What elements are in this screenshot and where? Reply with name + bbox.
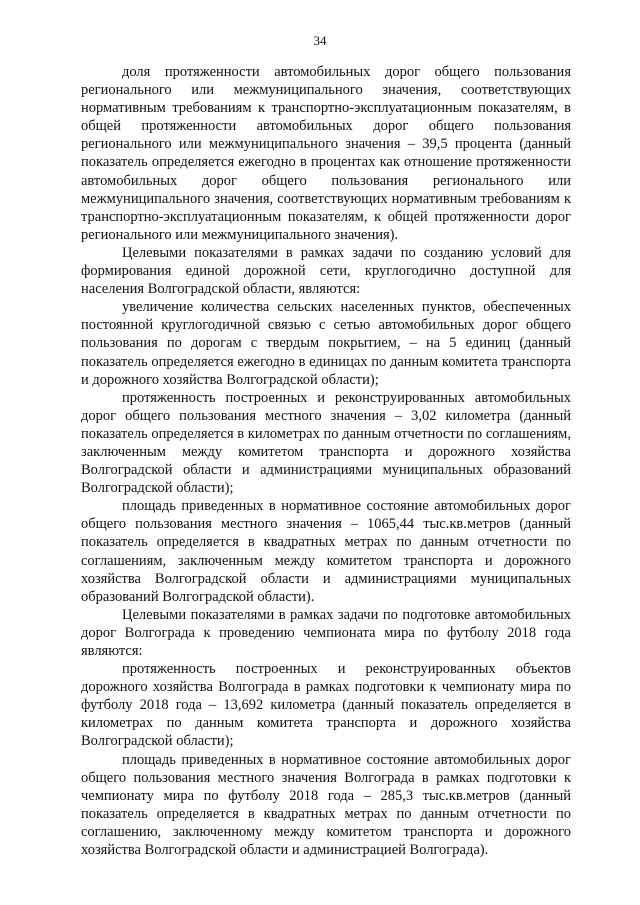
paragraph-road-area-indicator: площадь приведенных в нормативное состояние автомобильных дорог общего пользования местного значения – 1065,44 тыс.кв.метров (данный показатель определяется в квадратных метрах по данным отчетности по соглашениям, заключенным между комитетом транспорта и дорожного хозяйства Волгоградской области и администрациями муниципальных образований Волгоградской области).: [81, 498, 571, 605]
page-number: 34: [313, 33, 327, 48]
paragraph-network-targets-intro: Целевыми показателями в рамках задачи по созданию условий для формирования единой дорожной сети, круглогодично доступной для населения Волгоградской области, являются:: [81, 244, 571, 298]
paragraph-rural-settlements-indicator: увеличение количества сельских населенных пунктов, обеспеченных постоянной круглогодичной связью с сетью автомобильных дорог общего пользования по дорогам с твердым покрытием, – на 5 единиц (данный показатель определяется ежегодно в единицах по данным комитета транспорта и дорожного хозяйства Волгоградской области);: [81, 299, 571, 388]
paragraph-road-share-indicator: доля протяженности автомобильных дорог общего пользования регионального или межмуниципального значения, соответствующих нормативным требованиям к транспортно-эксплуатационным показателям, в общей протяженности автомобильных дорог общего пользования регионального или межмуниципального значения – 39,5 процента (данный показатель определяется ежегодно в процентах как отношение протяженности автомобильных дорог общего пользования регионального или межмуниципального значения, соответствующих нормативным требованиям к транспортно-эксплуатационным показателям, к общей протяженности дорог регионального или межмуниципального значения).: [81, 64, 571, 243]
paragraph-world-cup-area-indicator: площадь приведенных в нормативное состояние автомобильных дорог общего пользования местного значения Волгограда в рамках подготовки к чемпионату мира по футболу 2018 года – 285,3 тыс.кв.метров (данный показатель определяется в квадратных метрах по данным отчетности по соглашению, заключенному между комитетом транспорта и дорожного хозяйства Волгоградской области и администрацией Волгограда).: [81, 751, 571, 859]
document-body: [81, 63, 571, 859]
paragraph-built-roads-length-indicator: протяженность построенных и реконструированных автомобильных дорог общего пользования местного значения – 3,02 километра (данный показатель определяется в километрах по данным отчетности по соглашениям, заключенным между комитетом транспорта и дорожного хозяйства Волгоградской области и администрациями муниципальных образований Волгоградской области);: [81, 389, 571, 497]
paragraph-world-cup-targets-intro: Целевыми показателями в рамках задачи по подготовке автомобильных дорог Волгограда к проведению чемпионата мира по футболу 2018 года являются:: [81, 606, 571, 659]
paragraph-world-cup-length-indicator: протяженность построенных и реконструированных объектов дорожного хозяйства Волгограда в рамках подготовки к чемпионату мира по футболу 2018 года – 13,692 километра (данный показатель определяется в километрах по данным комитета транспорта и дорожного хозяйства Волгоградской области);: [81, 661, 571, 750]
